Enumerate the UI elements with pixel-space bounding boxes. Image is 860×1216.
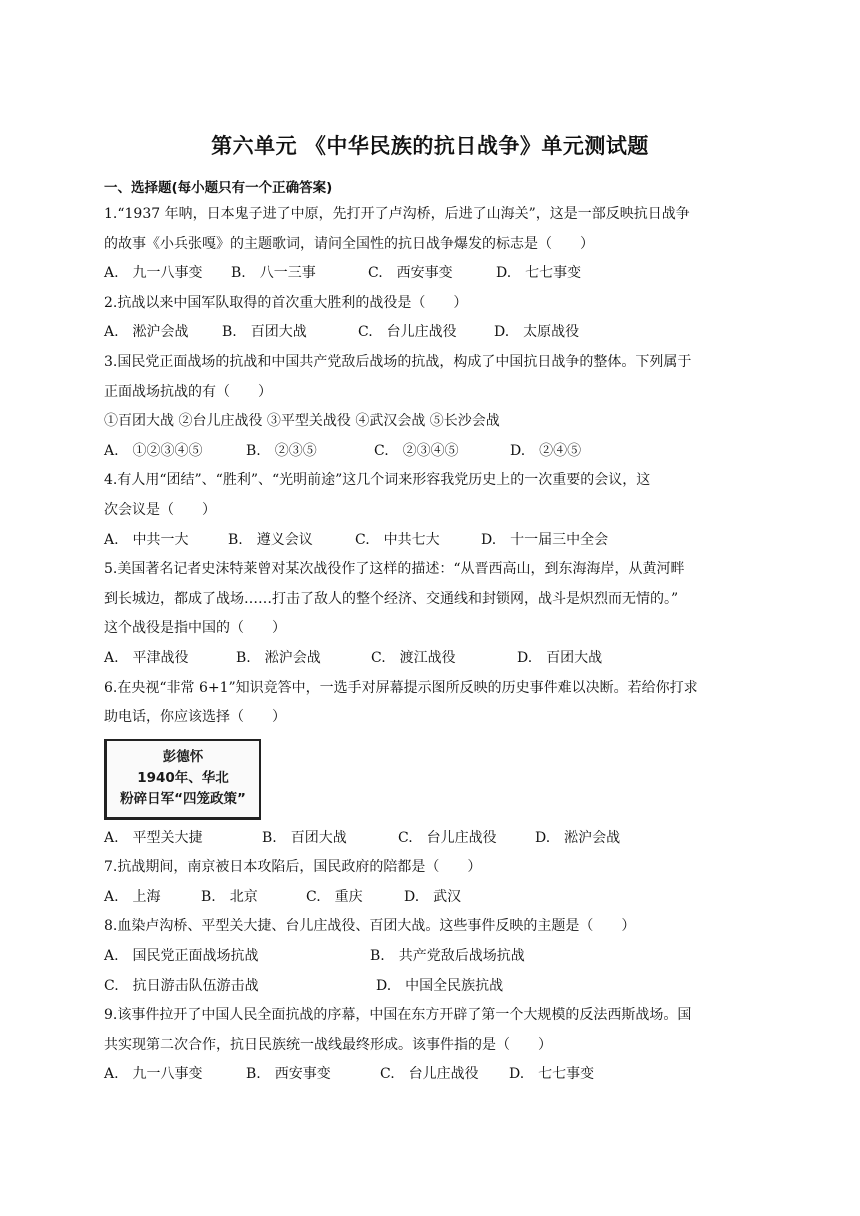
q7-option-a[interactable]: A. 上海 — [104, 888, 161, 905]
q4-stem-line-2: 次会议是（ ） — [104, 501, 216, 518]
q5-option-d[interactable]: D. 百团大战 — [517, 649, 603, 666]
q4-options — [104, 526, 756, 556]
q5-option-c[interactable]: C. 渡江战役 — [371, 649, 456, 666]
q4-option-b[interactable]: B. 遵义会议 — [228, 531, 313, 548]
q5-option-b[interactable]: B. 淞沪会战 — [236, 649, 321, 666]
q1-option-d[interactable]: D. 七七事变 — [496, 265, 582, 282]
q9-option-c[interactable]: C. 台儿庄战役 — [380, 1066, 479, 1083]
q3-stem-line-2: 正面战场抗战的有（ ） — [104, 383, 272, 400]
q4-stem-line-1: 4.有人用“团结”、“胜利”、“光明前途”这几个词来形容我党历史上的一次重要的会议，这 — [104, 472, 651, 489]
q3-stem-line-1: 3.国民党正面战场的抗战和中国共产党敌后战场的抗战，构成了中国抗日战争的整体。下列属于 — [104, 353, 692, 370]
q1-options — [104, 259, 756, 289]
q5-stem-line-2: 到长城边，都成了战场……打击了敌人的整个经济、交通线和封锁网，战斗是炽烈而无情的。” — [104, 590, 679, 607]
q2-option-d[interactable]: D. 太原战役 — [494, 324, 580, 341]
q2-option-b[interactable]: B. 百团大战 — [222, 324, 307, 341]
q7-option-d[interactable]: D. 武汉 — [404, 888, 462, 905]
q6-option-a[interactable]: A. 平型关大捷 — [104, 829, 203, 846]
q6-image-line-3: 粉碎日军“四笼政策” — [120, 791, 246, 808]
q6-stem-line-2: 助电话，你应该选择（ ） — [104, 709, 286, 726]
q1-option-a[interactable]: A. 九一八事变 — [104, 265, 203, 282]
q6-image-line-1: 彭德怀 — [162, 749, 204, 766]
q6-stem-line-1: 6.在央视“非常 6+1”知识竞答中，一选手对屏幕提示图所反映的历史事件难以决断。若给你打求 — [104, 679, 698, 696]
q7-option-c[interactable]: C. 重庆 — [306, 888, 363, 905]
q8-options-row-1 — [104, 942, 756, 972]
q2-option-a[interactable]: A. 淞沪会战 — [104, 324, 189, 341]
q6-option-d[interactable]: D. 淞沪会战 — [535, 829, 621, 846]
q3-option-d[interactable]: D. ②④⑤ — [510, 442, 582, 459]
section-heading: 一、选择题(每小题只有一个正确答案) — [104, 180, 333, 196]
q2-option-c[interactable]: C. 台儿庄战役 — [358, 324, 457, 341]
q2-stem: 2.抗战以来中国军队取得的首次重大胜利的战役是（ ） — [104, 294, 468, 311]
q6-option-c[interactable]: C. 台儿庄战役 — [398, 829, 497, 846]
q8-option-c[interactable]: C. 抗日游击队伍游击战 — [104, 977, 259, 994]
q4-option-d[interactable]: D. 十一届三中全会 — [481, 531, 609, 548]
q3-option-a[interactable]: A. ①②③④⑤ — [104, 442, 203, 459]
q1-option-c[interactable]: C. 西安事变 — [368, 265, 453, 282]
q5-options — [104, 644, 756, 674]
q7-options — [104, 883, 756, 913]
question-list — [104, 200, 756, 1090]
q6-options — [104, 824, 756, 854]
q3-option-c[interactable]: C. ②③④⑤ — [374, 442, 459, 459]
q1-stem-line-1: 1.“1937 年呐，日本鬼子进了中原，先打开了卢沟桥，后进了山海关”，这是一部反映抗日战争 — [104, 206, 690, 222]
q7-stem: 7.抗战期间，南京被日本攻陷后，国民政府的陪都是（ ） — [104, 859, 482, 876]
q5-option-a[interactable]: A. 平津战役 — [104, 649, 189, 666]
q1-option-b[interactable]: B. 八一三事 — [231, 265, 316, 282]
q8-stem: 8.血染卢沟桥、平型关大捷、台儿庄战役、百团大战。这些事件反映的主题是（ ） — [104, 918, 636, 935]
q9-stem-line-1: 9.该事件拉开了中国人民全面抗战的序幕，中国在东方开辟了第一个大规模的反法西斯战场。国 — [104, 1007, 692, 1024]
q3-choices-list: ①百团大战 ②台儿庄战役 ③平型关战役 ④武汉会战 ⑤长沙会战 — [104, 413, 500, 430]
q9-option-d[interactable]: D. 七七事变 — [509, 1066, 595, 1083]
q6-option-b[interactable]: B. 百团大战 — [262, 829, 347, 846]
q5-stem-line-1: 5.美国著名记者史沫特莱曾对某次战役作了这样的描述：“从晋西高山，到东海海岸，从黄河畔 — [104, 561, 685, 578]
q8-option-d[interactable]: D. 中国全民族抗战 — [376, 977, 504, 994]
q6-image-line-2: 1940年、华北 — [137, 770, 229, 787]
q1-stem-line-2: 的故事《小兵张嘎》的主题歌词，请问全国性的抗日战争爆发的标志是（ ） — [104, 235, 594, 252]
q2-options — [104, 318, 756, 348]
q7-option-b[interactable]: B. 北京 — [201, 888, 258, 905]
q8-option-b[interactable]: B. 共产党敌后战场抗战 — [370, 948, 525, 965]
q8-option-a[interactable]: A. 国民党正面战场抗战 — [104, 948, 259, 965]
q9-option-b[interactable]: B. 西安事变 — [246, 1066, 331, 1083]
page-title: 第六单元 《中华民族的抗日战争》单元测试题 — [211, 134, 649, 158]
q9-option-a[interactable]: A. 九一八事变 — [104, 1066, 203, 1083]
q4-option-c[interactable]: C. 中共七大 — [355, 531, 440, 548]
q3-options — [104, 437, 756, 467]
q8-options-row-2 — [104, 972, 756, 1002]
q5-stem-line-3: 这个战役是指中国的（ ） — [104, 620, 286, 637]
q6-prompt-image — [104, 739, 261, 820]
q3-option-b[interactable]: B. ②③⑤ — [246, 442, 317, 459]
q9-stem-line-2: 共实现第二次合作，抗日民族统一战线最终形成。该事件指的是（ ） — [104, 1036, 552, 1053]
q4-option-a[interactable]: A. 中共一大 — [104, 531, 189, 548]
q9-options — [104, 1060, 756, 1090]
